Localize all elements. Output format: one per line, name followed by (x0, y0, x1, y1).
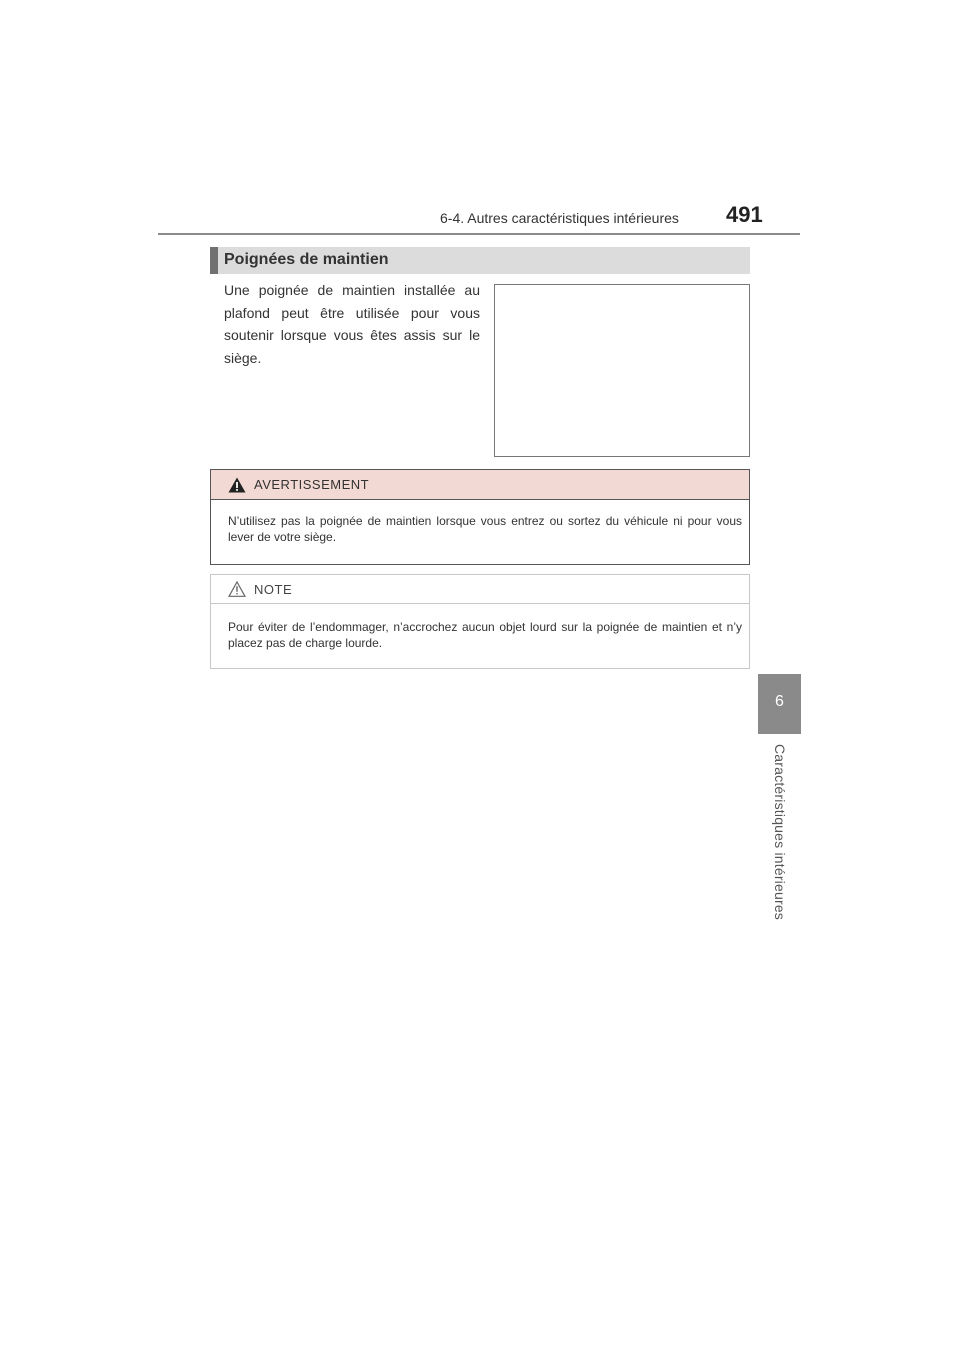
warning-header (211, 470, 749, 500)
warning-triangle-icon (228, 477, 246, 493)
chapter-number: 6 (775, 693, 784, 710)
note-text: Pour éviter de l’endommager, n’accrochez aucun objet lourd sur la poignée de maintien et n’y placez pas de charge lourde. (228, 620, 742, 650)
section-heading (210, 247, 750, 274)
section-body-text: Une poignée de maintien installée au plafond peut être utilisée pour vous soutenir lorsque vous êtes assis sur le siège. (224, 282, 480, 366)
chapter-label-container (762, 744, 798, 924)
illustration-frame (494, 284, 750, 457)
warning-title: AVERTISSEMENT (254, 477, 370, 492)
warning-triangle-outline-icon (228, 581, 246, 597)
note-box (210, 574, 750, 669)
section-heading-text: Poignées de maintien (224, 251, 389, 268)
running-header-title: 6-4. Autres caractéristiques intérieures (440, 210, 679, 226)
warning-box (210, 469, 750, 565)
page-number: 491 (726, 202, 763, 227)
chapter-tab (758, 674, 801, 734)
note-title: NOTE (254, 582, 293, 597)
warning-text: N’utilisez pas la poignée de maintien lorsque vous entrez ou sortez du véhicule ni pour vous lever de votre siège. (228, 514, 742, 544)
header-divider (158, 233, 800, 235)
chapter-label: Caractéristiques intérieures (772, 744, 788, 921)
section-heading-bar (210, 247, 218, 274)
note-header (211, 575, 749, 604)
